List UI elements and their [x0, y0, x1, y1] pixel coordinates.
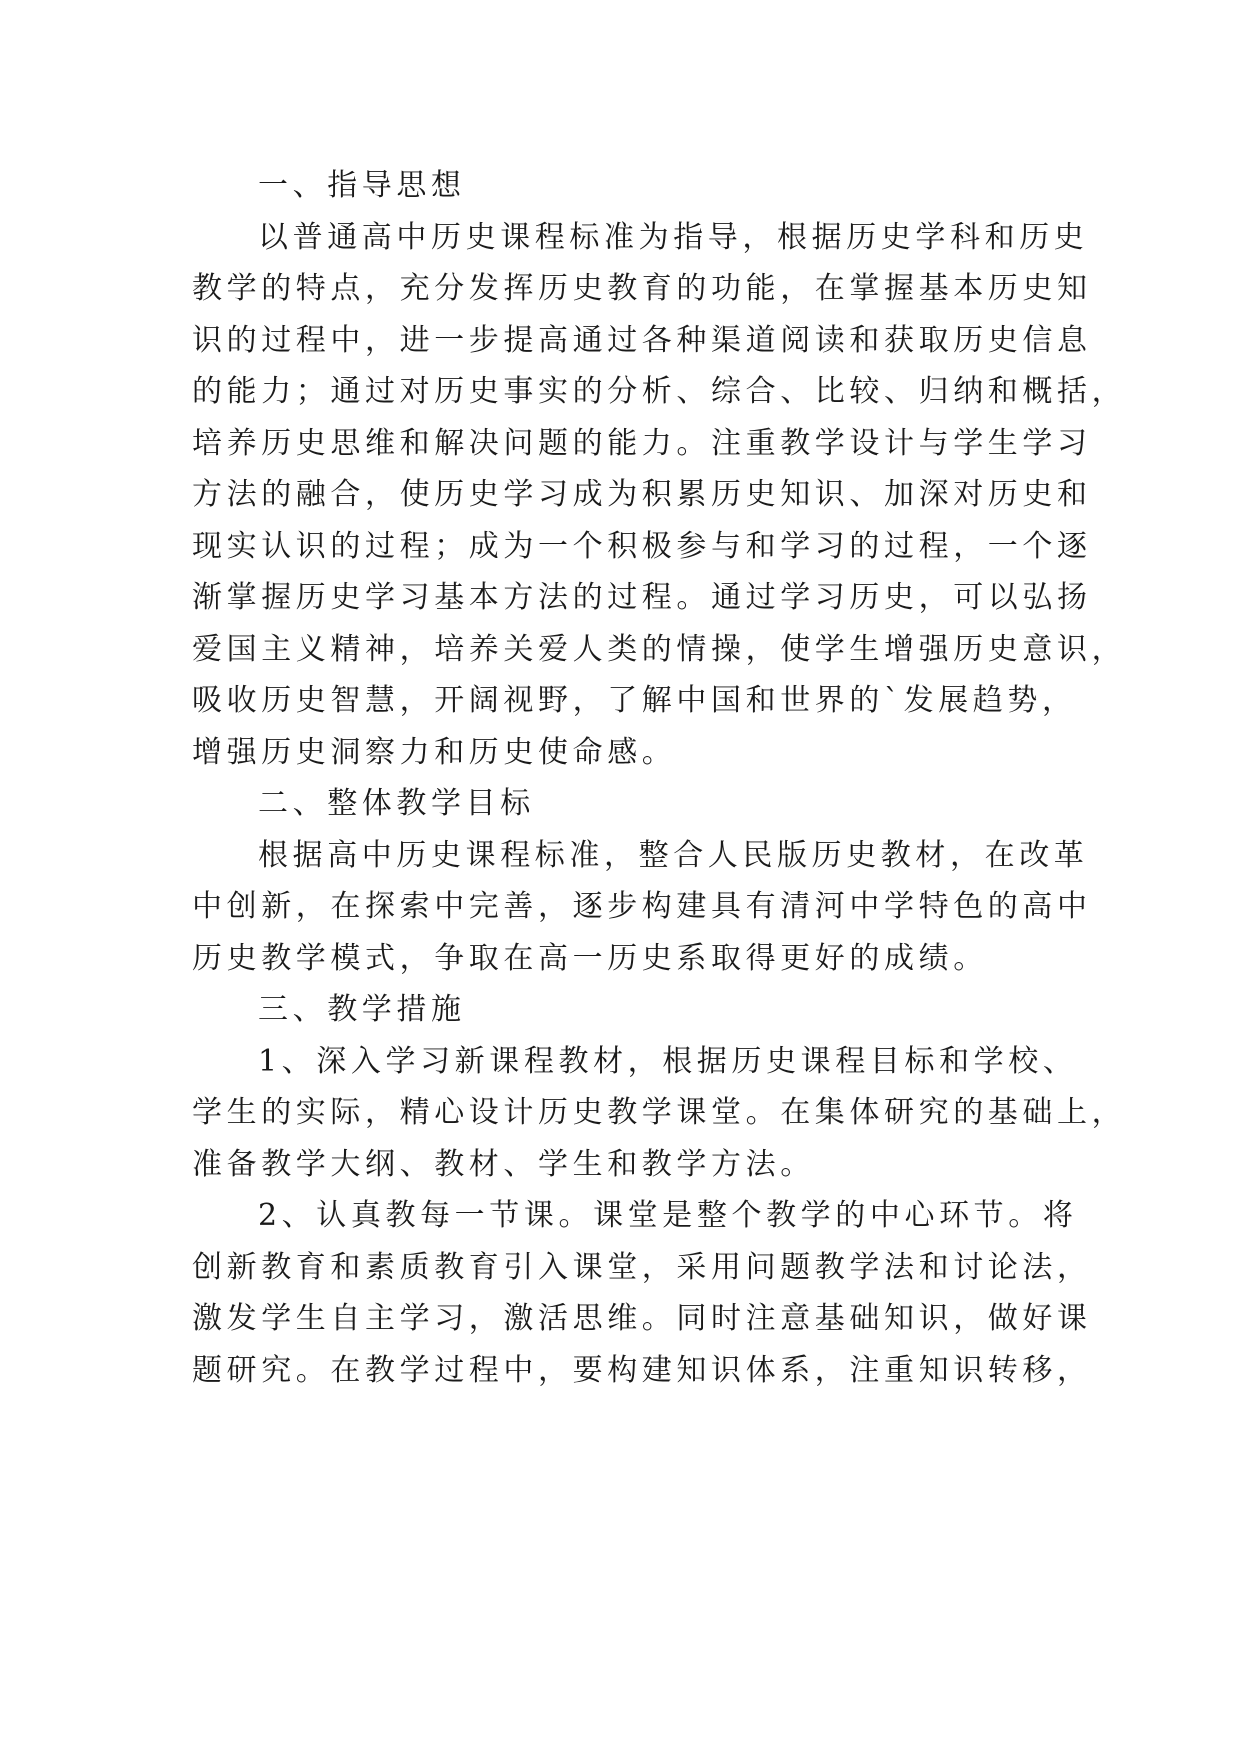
section-heading-teaching-measures: 三、教学措施 — [258, 992, 466, 1027]
list-item-line: 准备教学大纲、教材、学生和教学方法。 — [192, 1146, 815, 1182]
list-item-line: 1、深入学习新课程教材，根据历史课程目标和学校、 — [258, 1043, 1078, 1079]
list-item-line: 创新教育和素质教育引入课堂，采用问题教学法和讨论法， — [192, 1249, 1092, 1285]
paragraph-line: 教学的特点，充分发挥历史教育的功能，在掌握基本历史知 — [192, 271, 1092, 306]
document-page — [192, 160, 1127, 1396]
paragraph-line: 中创新，在探索中完善，逐步构建具有清河中学特色的高中 — [192, 889, 1092, 924]
paragraph-line: 渐掌握历史学习基本方法的过程。通过学习历史，可以弘扬 — [192, 580, 1092, 615]
paragraph-line: 以普通高中历史课程标准为指导，根据历史学科和历史 — [258, 219, 1089, 255]
list-item-line: 学生的实际，精心设计历史教学课堂。在集体研究的基础上， — [192, 1095, 1127, 1130]
list-item-line: 题研究。在教学过程中，要构建知识体系，注重知识转移， — [192, 1352, 1092, 1388]
paragraph-line: 现实认识的过程；成为一个积极参与和学习的过程，一个逐 — [192, 528, 1092, 564]
section-heading-guiding-ideology: 一、指导思想 — [258, 168, 466, 203]
list-item-line: 激发学生自主学习，激活思维。同时注意基础知识，做好课 — [192, 1301, 1092, 1336]
paragraph-line: 根据高中历史课程标准，整合人民版历史教材，在改革 — [258, 837, 1089, 873]
paragraph-line: 增强历史洞察力和历史使命感。 — [192, 734, 677, 770]
section-heading-teaching-goals: 二、整体教学目标 — [258, 786, 535, 821]
paragraph-line: 培养历史思维和解决问题的能力。注重教学设计与学生学习 — [192, 425, 1092, 461]
paragraph-line: 的能力；通过对历史事实的分析、综合、比较、归纳和概括， — [192, 374, 1127, 409]
paragraph-line: 识的过程中，进一步提高通过各种渠道阅读和获取历史信息 — [192, 322, 1092, 358]
paragraph-line: 历史教学模式，争取在高一历史系取得更好的成绩。 — [192, 940, 988, 976]
paragraph-line: 方法的融合，使历史学习成为积累历史知识、加深对历史和 — [192, 477, 1092, 512]
list-item-line: 2、认真教每一节课。课堂是整个教学的中心环节。将 — [258, 1198, 1078, 1233]
paragraph-line: 爱国主义精神，培养关爱人类的情操，使学生增强历史意识， — [192, 631, 1127, 667]
paragraph-line: 吸收历史智慧，开阔视野，了解中国和世界的`发展趋势， — [192, 683, 1077, 718]
